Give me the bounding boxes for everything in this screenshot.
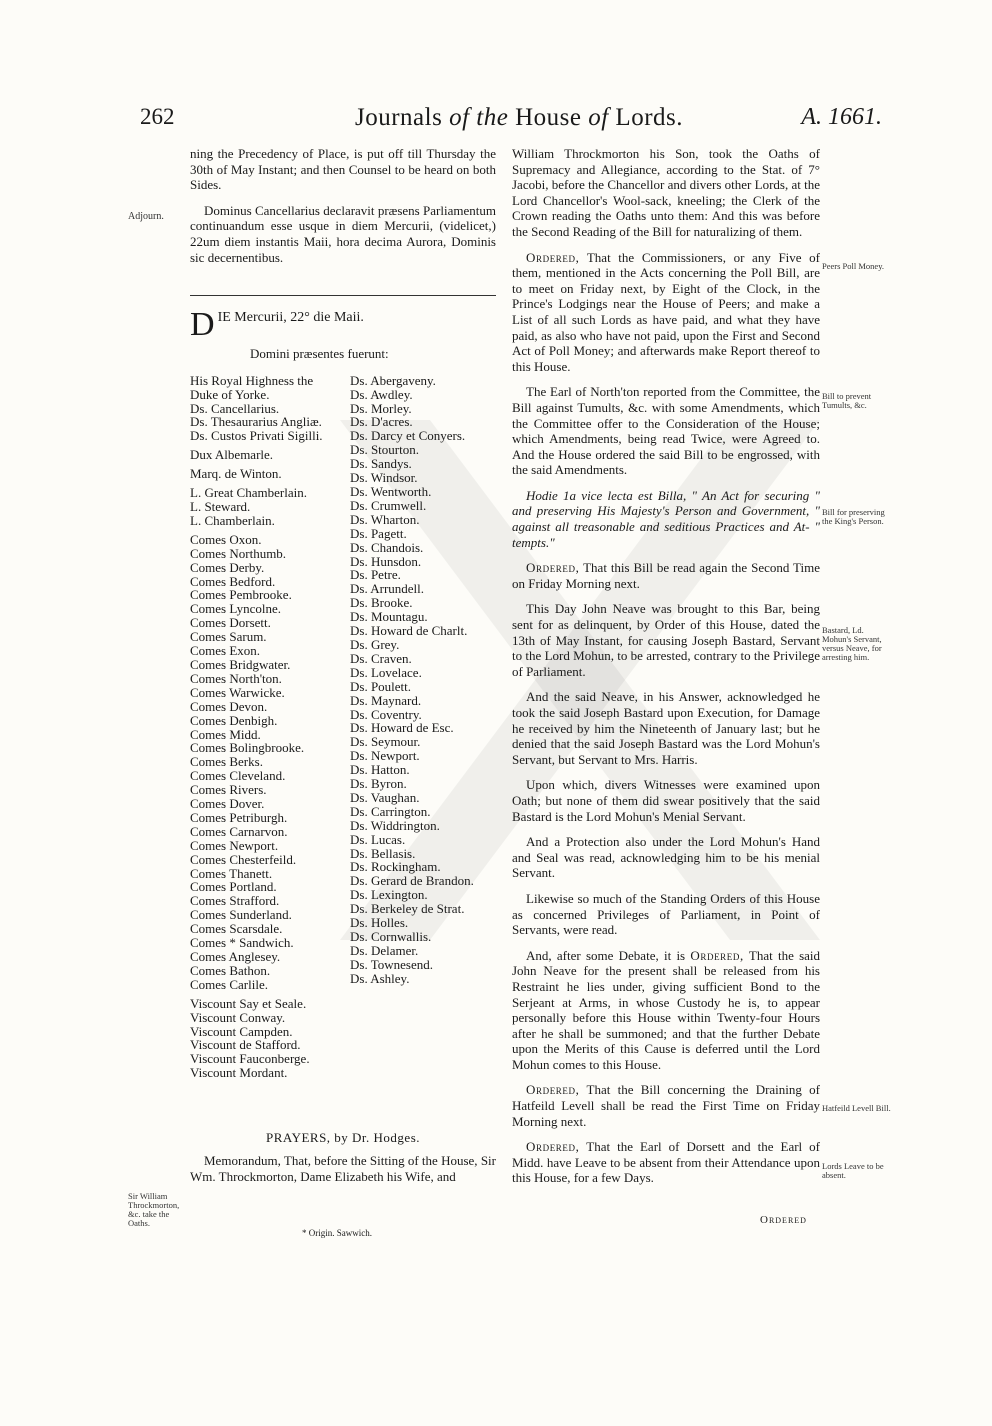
lord-name: Ds. Mountagu. (350, 609, 428, 625)
lord-name: Comes Anglesey. (190, 949, 281, 964)
lord-name: Ds. Maynard. (350, 692, 422, 708)
running-title-journals: Journals (355, 104, 443, 131)
lord-name: Viscount Campden. (190, 1023, 293, 1039)
lord-name: Comes Sunderland. (190, 907, 292, 923)
lord-name: Viscount de Stafford. (190, 1037, 301, 1053)
lord-name: Ds. Holles. (350, 915, 409, 931)
lord-name: Ds. Lexington. (350, 887, 428, 903)
lord-name: Ds. Newport. (350, 748, 420, 764)
lord-name: Ds. Howard de Charlt. (350, 623, 468, 639)
day-heading-text: IE Mercurii, 22° die Maii. (217, 310, 364, 326)
ordered-label: Ordered, (690, 947, 744, 963)
lord-name: Ds. Abergaveny. (350, 372, 436, 388)
lord-name: Ds. Ashley. (350, 970, 410, 986)
prayers-heading: PRAYERS, by Dr. Hodges. (265, 1129, 421, 1145)
lord-name: Comes * Sandwich. (190, 935, 294, 951)
lord-name: Comes North'ton. (190, 670, 282, 686)
drop-cap: D (190, 306, 215, 344)
lord-name: Ds. Poulett. (350, 678, 412, 694)
lord-name: Ds. Hatton. (350, 762, 410, 778)
lord-name: Comes Warwicke. (190, 684, 285, 700)
lord-name: Ds. Vaughan. (350, 789, 420, 805)
security-bill-reading: Hodie 1a vice lecta est Billa, " An Act for securing " and preserving His Majesty's Person and Government, " against all treasonable and seditious Practices and At- " tempts." (512, 487, 820, 550)
lord-name: Ds. Grey. (350, 636, 400, 652)
section-divider (190, 295, 496, 296)
lord-name: Comes Sarum. (190, 629, 267, 645)
left-column (190, 146, 496, 1195)
lord-name: Ds. Cancellarius. (190, 400, 280, 416)
leave-order-text: That the Earl of Dorsett and the Earl of Midd. have Leave to be absent from their Attendance upon this House, for a few Days. (512, 1139, 821, 1186)
lord-name: Ds. D'acres. (350, 414, 413, 430)
lord-name: Comes Exon. (190, 643, 261, 659)
lord-name: Comes Strafford. (190, 893, 280, 909)
lord-name: Viscount Conway. (190, 1009, 286, 1025)
lord-name: Ds. Wentworth. (350, 484, 432, 499)
right-column (512, 146, 820, 1196)
poll-money-order-text: That the Commissioners, or any Five of them, mentioned in the Acts concerning the Poll Bill, are to meet on Friday next, by Eight of the Clock, in the Prince's Lodgings near the House of Peers; and make a List of all such Lords as have paid, and what they have paid, as also who have not paid, upon the First and Second Act of Poll Money; and afterwards make Report thereof to this House. (512, 249, 821, 374)
lord-name: His Royal Highness the (190, 372, 314, 388)
lord-name: Dux Albemarle. (190, 447, 274, 463)
lord-name: Ds. Lovelace. (350, 664, 422, 680)
running-title-of-2: of (588, 104, 609, 131)
lord-name: Ds. Carrington. (350, 803, 431, 819)
lord-name: Ds. Townesend. (350, 956, 433, 972)
lord-name: Ds. Sandys. (350, 456, 412, 472)
page-number: 262 (140, 104, 175, 129)
lord-name: Comes Scarsdale. (190, 921, 283, 937)
lord-name: Comes Pembrooke. (190, 587, 292, 603)
lord-name: Ds. Cornwallis. (350, 929, 432, 944)
lord-name: Comes Devon. (190, 698, 268, 714)
lord-name: Ds. Berkeley de Strat. (350, 901, 465, 917)
standing-orders-paragraph: Likewise so much of the Standing Orders of this House as concerned Privileges of Parliament, in Point of Servants, were read. (512, 890, 820, 938)
lord-name: Comes Bolingbrooke. (190, 740, 305, 756)
witnesses-paragraph: Upon which, divers Witnesses were examined upon Oath; but none of them did swear positively that the said Bastard is the Lord Mohun's Menial Servant. (512, 777, 820, 824)
hatfeild-order-text: That the Bill concerning the Draining of Hatfeild Levell shall be read the First Time on Friday Morning next. (512, 1082, 821, 1129)
lord-name: Ds. Seymour. (350, 734, 421, 750)
lord-name: Comes Chesterfeild. (190, 851, 297, 867)
lord-name: Ds. Delamer. (350, 942, 419, 958)
running-title-lords: Lords. (615, 104, 683, 131)
lord-name: Comes Berks. (190, 754, 263, 770)
running-title-house: House (515, 104, 582, 131)
lords-present-heading: Domini præsentes fuerunt: (250, 346, 389, 362)
lord-name: Comes Petriburgh. (190, 809, 288, 825)
lord-name: Comes Lyncolne. (190, 601, 281, 617)
margin-note-leave: Lords Leave to be absent. (822, 1161, 884, 1180)
lord-name: Ds. Stourton. (350, 442, 419, 458)
lord-name: Ds. Thesaurarius Angliæ. (190, 414, 322, 430)
margin-note-bastard: Bastard, Ld. Mohun's Servant, versus Neave, for arresting him. (822, 625, 882, 662)
lord-name: Comes Portland. (190, 879, 277, 895)
neave-release-order (512, 948, 820, 1073)
lord-name: Ds. Arrundell. (350, 581, 425, 597)
hatfeild-order (512, 1082, 820, 1129)
lord-name: Ds. Petre. (350, 567, 401, 583)
lord-name: Viscount Say et Seale. (190, 995, 307, 1011)
margin-note-poll-money: Peers Poll Money. (822, 261, 885, 271)
release-order-text: That the said John Neave for the present shall be released from his Restraint he lies under, giving sufficient Bond to the Serjeant at Arms, in whose Custody he is, to appear personally before this House within Twenty-four Hours after he shall be summoned; and that the further Debate upon the Merits of this Cause is deferred until the Lord Mohun comes to this House. (512, 947, 821, 1072)
year: A. 1661. (801, 104, 882, 130)
running-title (355, 104, 683, 132)
lord-name: Ds. Bellasis. (350, 845, 416, 861)
lord-name: Comes Bedford. (190, 573, 276, 589)
ordered-label: Ordered, (526, 1082, 580, 1098)
lord-name: Ds. Windsor. (350, 470, 418, 486)
protection-paragraph: And a Protection also under the Lord Mohun's Hand and Seal was read, acknowledging him to be his menial Servant. (512, 834, 820, 881)
lord-name: Comes Denbigh. (190, 712, 278, 728)
lords-present-lists (190, 374, 496, 1104)
lord-name: Ds. Widdrington. (350, 817, 440, 833)
lord-name: Comes Rivers. (190, 782, 267, 798)
memorandum-paragraph: Memorandum, That, before the Sitting of the House, Sir Wm. Throckmorton, Dame Elizabeth his Wife, and (190, 1153, 496, 1184)
adjournment-paragraph: Dominus Cancellarius declaravit præsens Parliamentum continuandum esse usque in diem Mercurii, (videlicet,) 22um diem instantis Maii, hora decima Aurora, Dominis sic decernentibus. (190, 202, 496, 265)
lord-name: Comes Oxon. (190, 531, 262, 547)
lord-name: Ds. Pagett. (350, 525, 407, 541)
lord-name: Ds. Morley. (350, 400, 412, 416)
oaths-paragraph: William Throckmorton his Son, took the Oaths of Supremacy and Allegiance, according to the Stat. of 7° Jacobi, before the Chancellor and divers other Lords, at the Lord Chancellor's Wool-sack, kneeling; the Clerk of the Crown reading the Oaths unto them: And this was before the Second Reading of the Bill for naturalizing of them. (512, 146, 820, 239)
left-continuation-paragraph: ning the Precedency of Place, is put off till Thursday the 30th of May Instant; and then Counsel to be heard on both Sides. (190, 146, 496, 193)
lord-name: Ds. Rockingham. (350, 859, 441, 875)
day-heading (190, 306, 496, 344)
margin-note-adjourn: Adjourn. (128, 211, 164, 222)
lord-name: Ds. Crumwell. (350, 497, 427, 513)
margin-note-throckmorton: Sir William Throckmorton, &c. take the Oaths. (128, 1191, 180, 1228)
lord-name: Comes Northumb. (190, 545, 287, 561)
neave-paragraph: This Day John Neave was brought to this Bar, being sent for as delinquent, by Order of this House, dated the 13th of May Instant, for causing Joseph Bastard, Servant to the Lord Mohun, to be arrested, contrary to the Privilege of Parliament. (512, 601, 820, 679)
margin-note-hatfeild: Hatfeild Levell Bill. (822, 1103, 891, 1113)
lord-name: Comes Newport. (190, 837, 279, 853)
lord-name: Comes Thanett. (190, 865, 273, 881)
lord-name: Ds. Craven. (350, 650, 412, 666)
lord-name: Ds. Hunsdon. (350, 553, 422, 569)
leave-order (512, 1139, 820, 1186)
lord-name: Ds. Chandois. (350, 539, 424, 555)
lord-name: Comes Midd. (190, 726, 261, 742)
lord-name: Comes Cleveland. (190, 768, 286, 784)
lord-name: Ds. Howard de Esc. (350, 720, 454, 736)
lord-name: Viscount Mordant. (190, 1065, 288, 1081)
lord-name: Duke of Yorke. (190, 386, 270, 402)
lord-name: Ds. Custos Privati Sigilli. (190, 428, 323, 444)
lord-name: Ds. Gerard de Brandon. (350, 873, 474, 889)
lord-name: L. Great Chamberlain. (190, 485, 307, 501)
poll-money-order (512, 250, 820, 375)
ordered-label: Ordered, (526, 1139, 580, 1155)
lords-list-left (190, 374, 360, 1080)
page-header (140, 104, 882, 138)
lord-name: L. Chamberlain. (190, 512, 275, 528)
lords-list-right (350, 374, 510, 986)
release-order-lead: And, after some Debate, it is (526, 947, 686, 963)
running-title-of: of (449, 104, 470, 131)
running-title-the: the (476, 104, 509, 131)
lord-name: Comes Carlile. (190, 976, 268, 992)
lord-name: Ds. Wharton. (350, 511, 420, 527)
lord-name: Comes Bridgwater. (190, 656, 291, 672)
lord-name: Comes Carnarvon. (190, 823, 288, 839)
ordered-label: Ordered, (526, 560, 580, 576)
margin-note-preserving: Bill for preserving the King's Person. (822, 507, 885, 526)
lord-name: Comes Bathon. (190, 962, 271, 978)
neave-answer-paragraph: And the said Neave, in his Answer, acknowledged he took the said Joseph Bastard upon Execution, for Damage he received by him the Nineteenth of January last; but he denied that the said Joseph Bastard was the Lord Mohun's Servant, but Servant to Mrs. Harris. (512, 689, 820, 767)
catchword: Ordered (760, 1214, 807, 1226)
lord-name: Viscount Fauconberge. (190, 1051, 310, 1067)
lord-name: Ds. Byron. (350, 776, 407, 792)
lord-name: Ds. Lucas. (350, 831, 406, 847)
tumults-report: The Earl of North'ton reported from the Committee, the Bill against Tumults, &c. with some Amendments, which the Committee offer to the Consideration of the House; which Amendments, being read Twice, were Agreed to. And the House ordered the said Bill to be engrossed, with the said Amendments. (512, 384, 820, 478)
second-reading-order (512, 560, 820, 591)
lord-name: Comes Dorsett. (190, 615, 271, 631)
lord-name: L. Steward. (190, 499, 251, 514)
lord-name: Comes Dover. (190, 796, 265, 812)
margin-note-tumults: Bill to prevent Tumults, &c. (822, 391, 872, 410)
lord-name: Marq. de Winton. (190, 466, 282, 482)
second-reading-order-text: That this Bill be read again the Second Time on Friday Morning next. (512, 560, 820, 591)
lord-name: Comes Derby. (190, 559, 265, 575)
lord-name: Ds. Brooke. (350, 595, 413, 611)
footnote: * Origin. Sawwich. (302, 1228, 372, 1238)
lord-name: Ds. Darcy et Conyers. (350, 428, 466, 444)
lord-name: Ds. Coventry. (350, 706, 422, 722)
ordered-label: Ordered, (526, 249, 580, 265)
lord-name: Ds. Awdley. (350, 386, 413, 402)
